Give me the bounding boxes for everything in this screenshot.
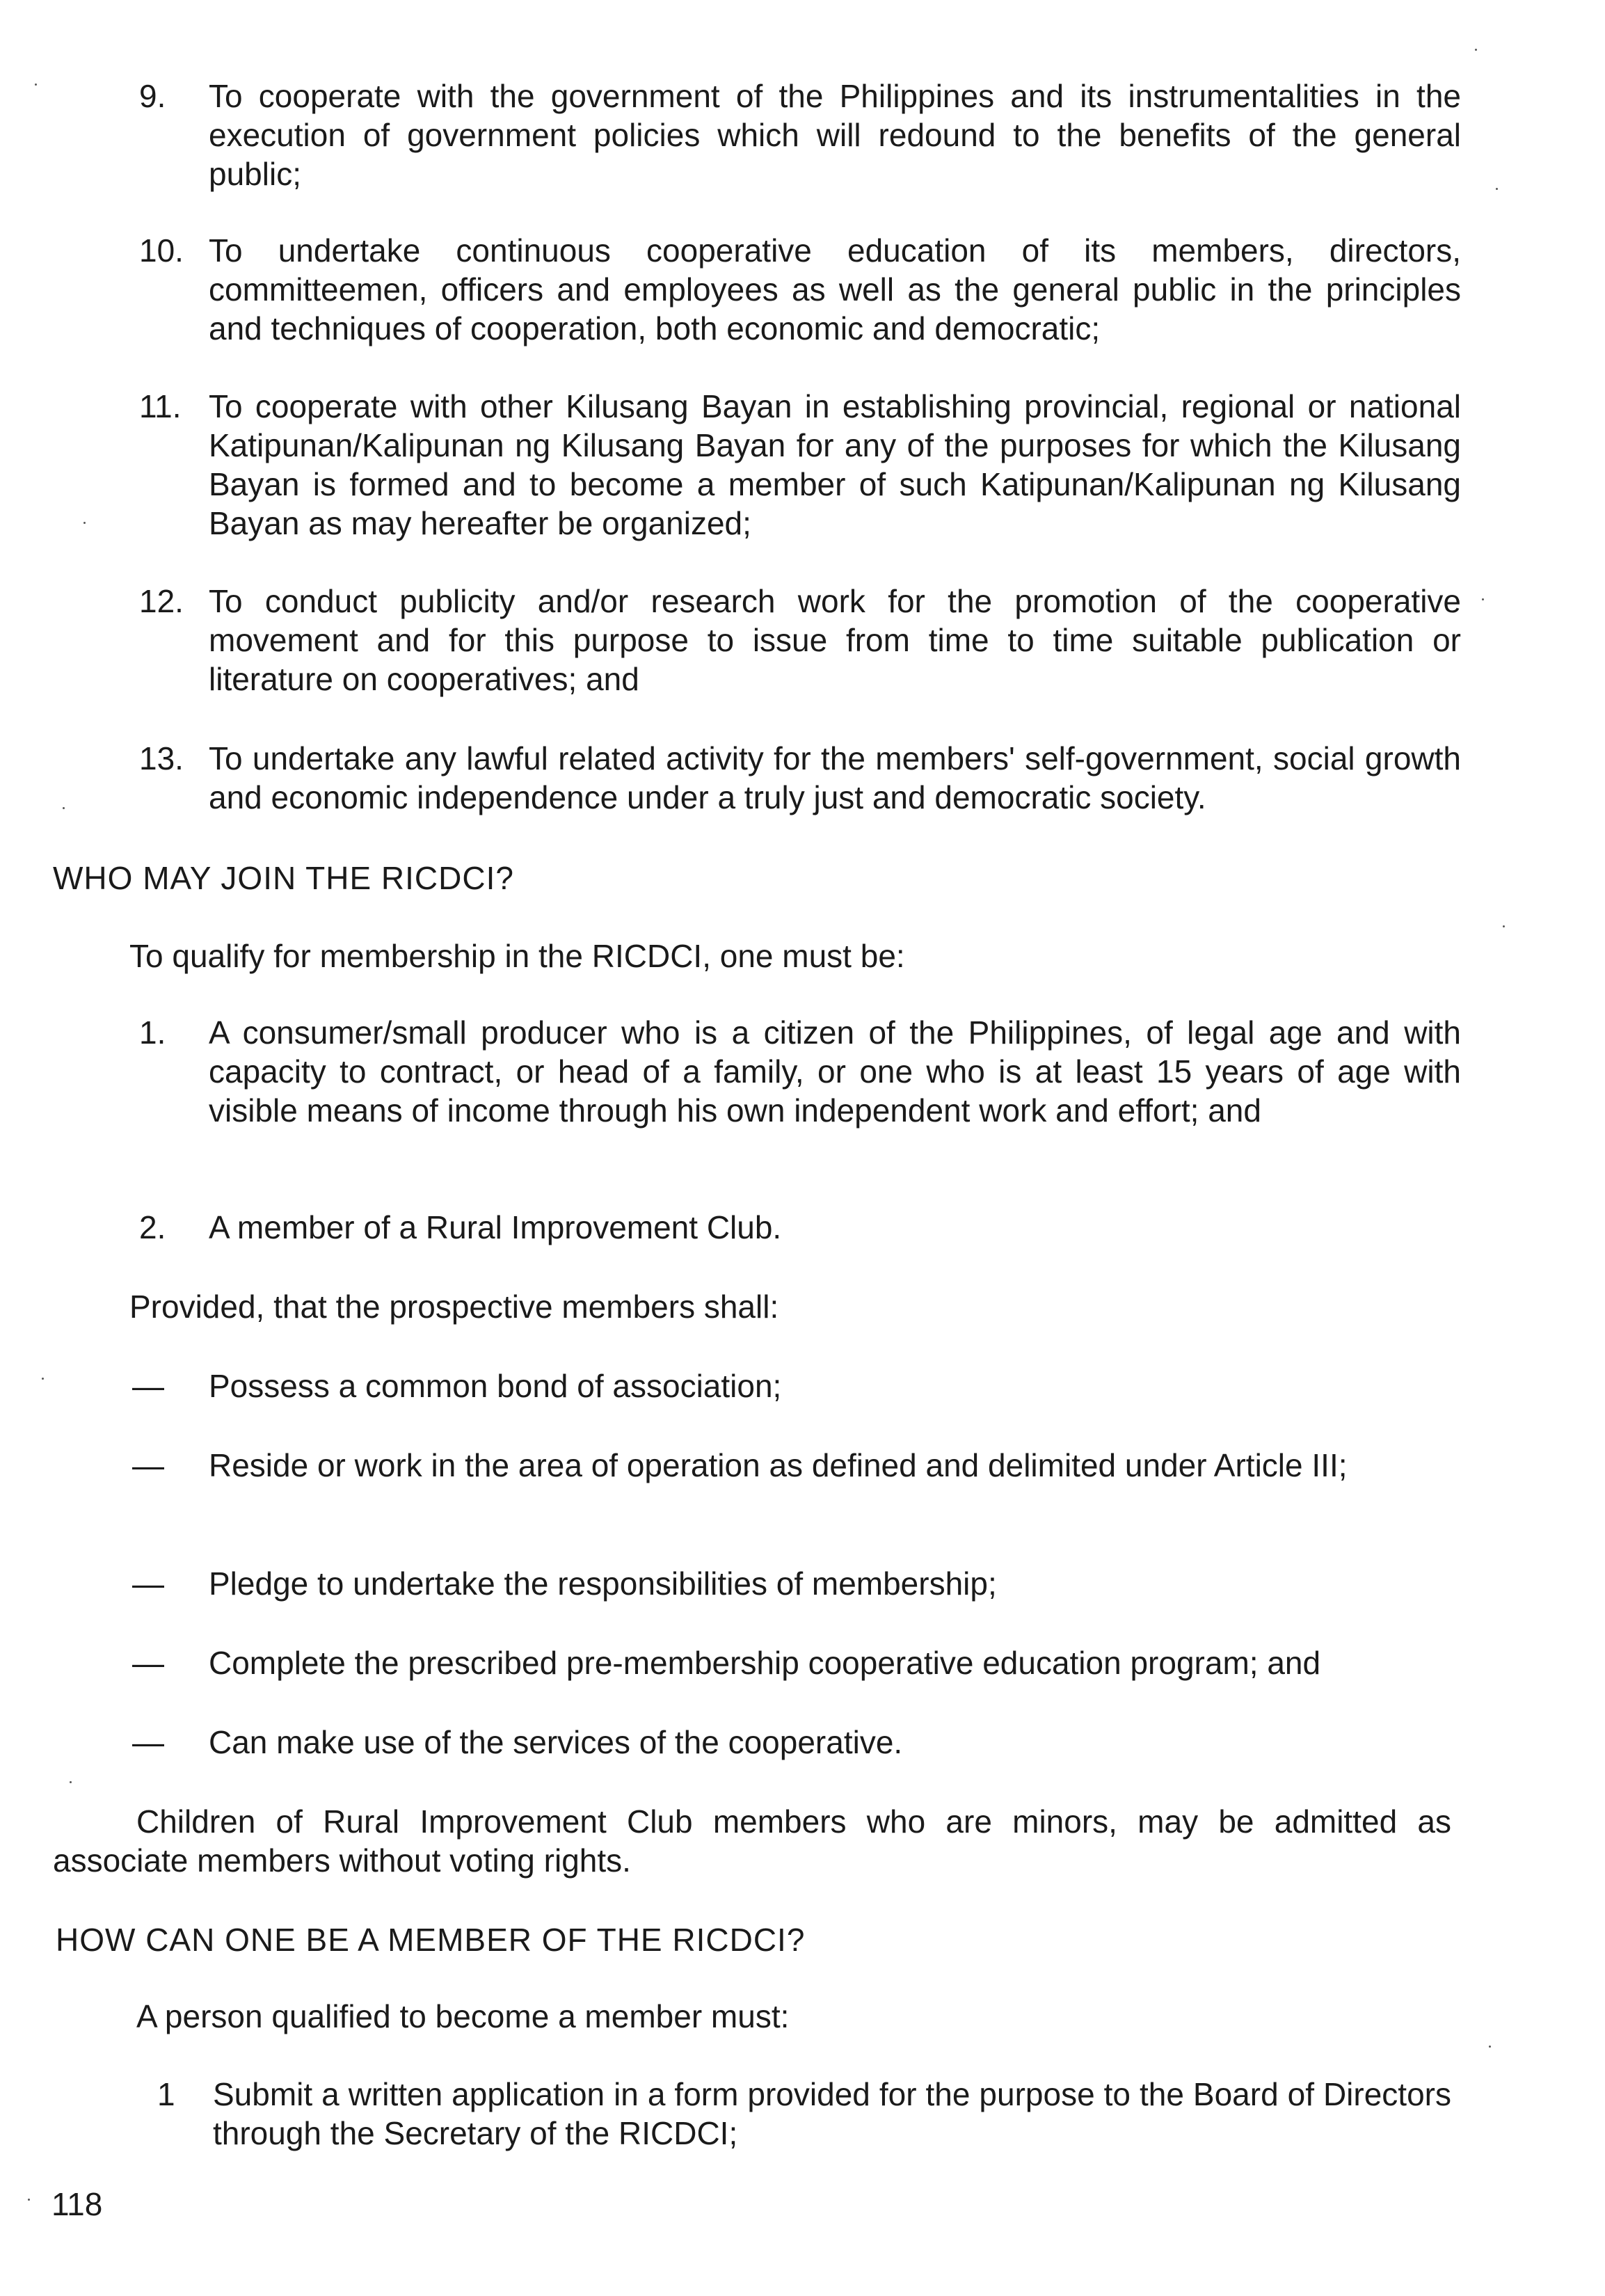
dash-marker: — [132, 1565, 164, 1602]
scan-speck [83, 522, 86, 524]
item-text: A member of a Rural Improvement Club. [209, 1209, 782, 1245]
how-intro-paragraph: A person qualified to become a member must: [136, 1998, 790, 2034]
application-step-1 [157, 2075, 1451, 2153]
item-text: To conduct publicity and/or research work for the promotion of the cooperative movement and for this purpose to issue from time to time suitable publication or literature on cooperatives; and [209, 583, 1461, 697]
dash-marker: — [132, 1447, 164, 1483]
item-number: 1. [139, 1014, 166, 1051]
condition-text: Pledge to undertake the responsibilities of membership; [209, 1565, 997, 1602]
children-note-paragraph [53, 1802, 1451, 1880]
purpose-item-11 [139, 387, 1461, 543]
qualification-item-2 [139, 1208, 1461, 1247]
qualification-item-1 [139, 1013, 1461, 1130]
condition-text: Complete the prescribed pre-membership cooperative education program; and [209, 1645, 1321, 1681]
scan-speck [42, 1378, 44, 1380]
item-number: 11. [139, 388, 182, 424]
scan-speck [1503, 925, 1505, 927]
purpose-item-12 [139, 582, 1461, 699]
purpose-item-9 [139, 77, 1461, 193]
condition-item [132, 1446, 1447, 1485]
children-note-text: Children of Rural Improvement Club members who are minors, may be admitted as associate members without voting rights. [53, 1803, 1451, 1879]
scan-speck [35, 83, 37, 86]
item-number: 13. [139, 740, 184, 776]
condition-item [132, 1564, 1447, 1603]
scan-speck [1489, 2046, 1491, 2048]
scan-speck [1482, 598, 1484, 600]
dash-marker: — [132, 1724, 164, 1760]
purpose-item-13 [139, 739, 1461, 817]
scan-speck [1496, 188, 1498, 190]
item-number: 12. [139, 583, 184, 619]
item-text: To cooperate with other Kilusang Bayan in establishing provincial, regional or national Katipunan/Kalipunan ng Kilusang Bayan for any of the purposes for which the Kilusang Bayan is formed and to become a member of such Katipunan/Kalipunan ng Kilusang Bayan as may hereafter be organized; [209, 388, 1461, 541]
purpose-item-10 [139, 231, 1461, 348]
item-text: To cooperate with the government of the Philippines and its instrumentalities in the execution of government policies which will redound to the benefits of the general public; [209, 78, 1461, 192]
item-number: 1 [157, 2076, 175, 2112]
condition-item [132, 1643, 1447, 1682]
condition-text: Can make use of the services of the cooperative. [209, 1724, 903, 1760]
item-text: A consumer/small producer who is a citizen of the Philippines, of legal age and with capacity to contract, or head of a family, or one who is at least 15 years of age with visible means of income through his own independent work and effort; and [209, 1014, 1461, 1129]
item-number: 9. [139, 78, 166, 114]
scan-speck [63, 807, 65, 809]
condition-item [132, 1723, 1447, 1762]
condition-text: Reside or work in the area of operation as defined and delimited under Article III; [209, 1447, 1348, 1483]
section-heading-who-may-join: WHO MAY JOIN THE RICDCI? [53, 860, 514, 896]
scan-speck [1475, 49, 1477, 51]
item-text: Submit a written application in a form provided for the purpose to the Board of Directors through the Secretary of the RICDCI; [213, 2076, 1451, 2151]
scan-speck [28, 2199, 30, 2201]
page-number: 118 [51, 2186, 103, 2222]
who-intro-paragraph: To qualify for membership in the RICDCI, one must be: [129, 938, 905, 974]
item-text: To undertake any lawful related activity for the members' self-government, social growth and economic independence under a truly just and democratic society. [209, 740, 1461, 815]
item-number: 10. [139, 232, 184, 269]
condition-item [132, 1366, 1447, 1405]
item-text: To undertake continuous cooperative education of its members, directors, committeemen, officers and employees as well as the general public in the principles and techniques of cooperation, both economic and democratic; [209, 232, 1461, 346]
provided-paragraph: Provided, that the prospective members shall: [129, 1289, 779, 1325]
scan-speck [70, 1781, 72, 1783]
section-heading-how-to-become-member: HOW CAN ONE BE A MEMBER OF THE RICDCI? [56, 1922, 806, 1958]
dash-marker: — [132, 1368, 164, 1404]
item-number: 2. [139, 1209, 166, 1245]
dash-marker: — [132, 1645, 164, 1681]
condition-text: Possess a common bond of association; [209, 1368, 782, 1404]
